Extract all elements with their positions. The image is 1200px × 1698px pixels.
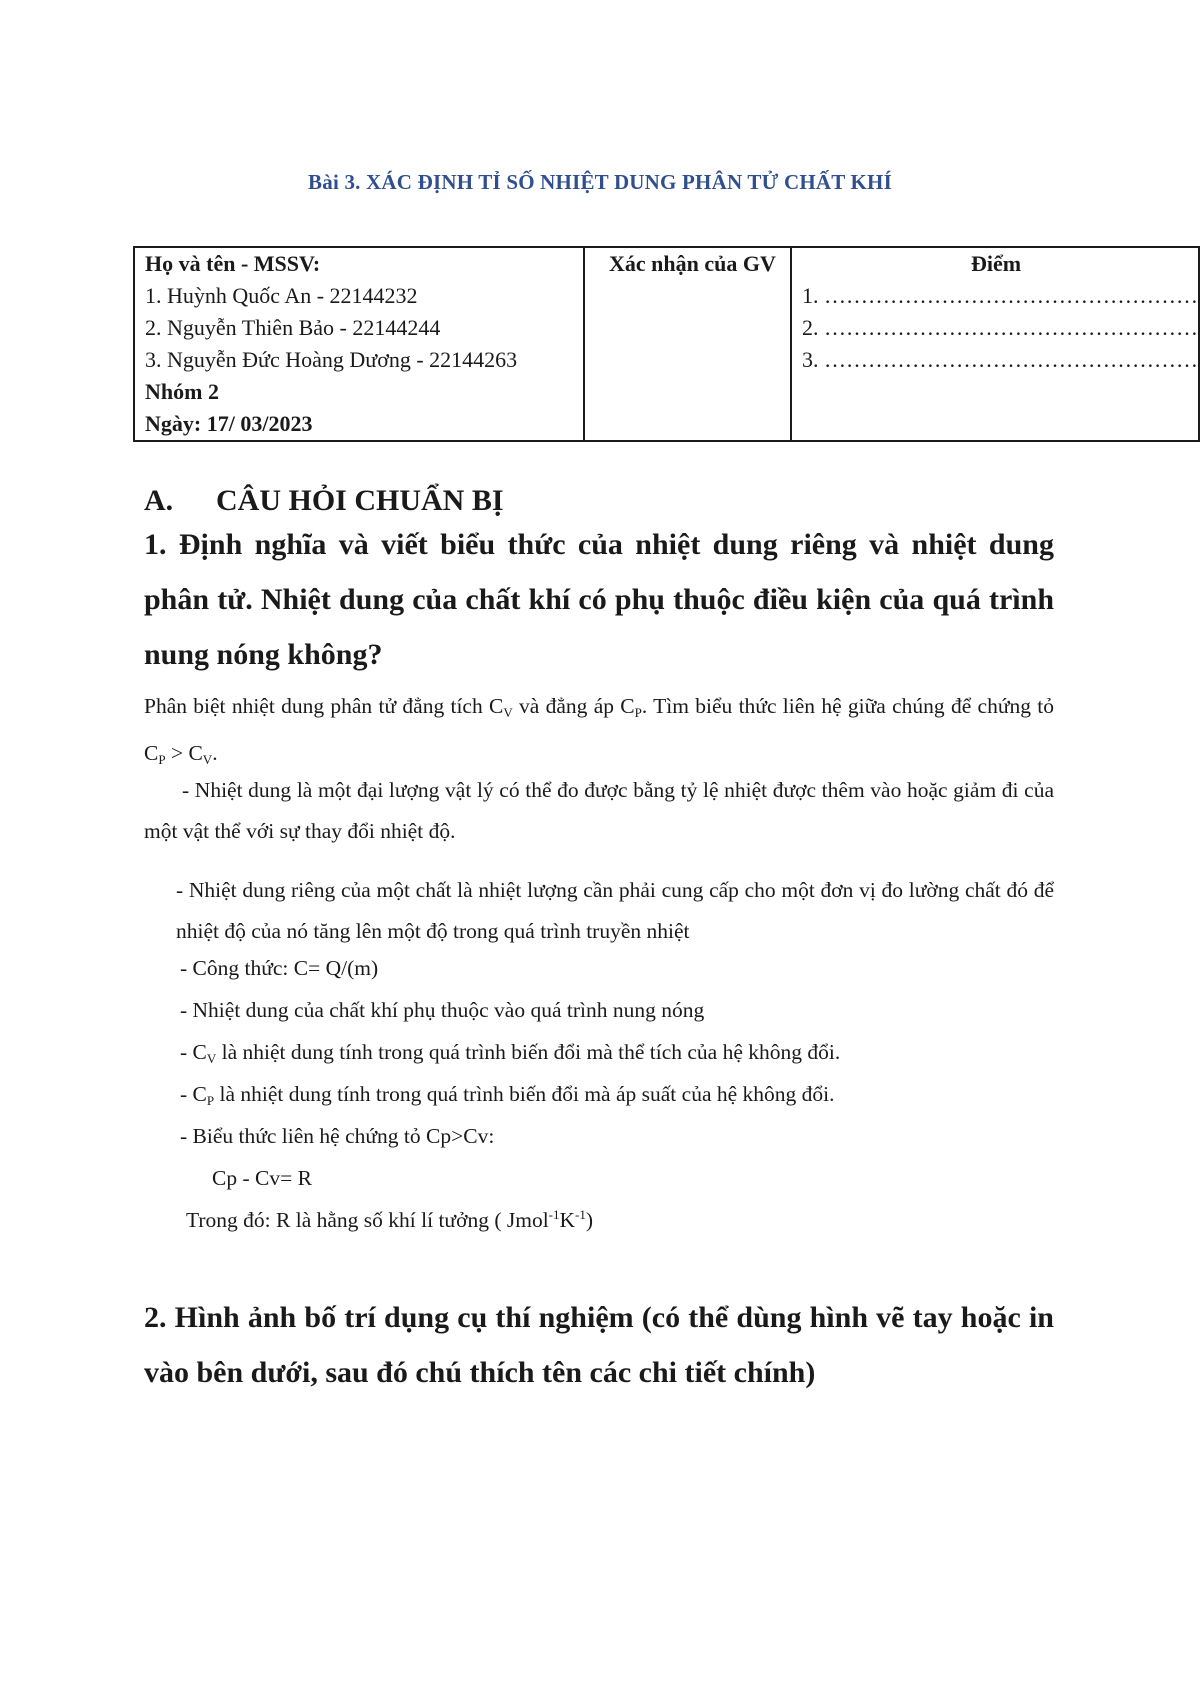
cp-line: - $C_P$ là nhiệt dung tính trong quá trình biến đổi mà áp suất của hệ không đổi. [180, 1082, 835, 1108]
score-cell [791, 247, 1199, 441]
heat-capacity-paragraph: - Nhiệt dung là một đại lượng vật lý có thể đo được bằng tỷ lệ nhiệt được thêm vào hoặc giảm đi của một vật thể với sự thay đổi nhiệt độ. [144, 778, 1054, 843]
relation-line: - Biểu thức liên hệ chứng tỏ Cp>Cv: [180, 1124, 495, 1148]
score-line: 1. …………………………………………… [801, 283, 1198, 308]
date-label: Ngày: 17/ 03/2023 [145, 411, 313, 436]
gv-header: Xác nhận của GV [608, 251, 776, 276]
score-line: 2. …………………………………………… [801, 315, 1198, 340]
section-a-number: A. [144, 484, 174, 517]
score-header: Điểm [970, 251, 1022, 276]
members-cell [134, 247, 584, 441]
formula-line: - Công thức: C= Q/(m) [180, 956, 379, 980]
lab-title: Bài 3. XÁC ĐỊNH TỈ SỐ NHIỆT DUNG PHÂN TỬ CHẤT KHÍ [308, 170, 892, 194]
equation-line: Cp - Cv= R [212, 1166, 312, 1190]
member-item: 3. Nguyễn Đức Hoàng Dương - 22144263 [145, 347, 518, 372]
section-a-heading [144, 484, 504, 518]
score-line: 3. …………………………………………… [801, 347, 1198, 372]
name-header: Họ và tên - MSSV: [145, 251, 321, 276]
question-2: 2. Hình ảnh bố trí dụng cụ thí nghiệm (có thể dùng hình vẽ tay hoặc in vào bên dưới, sau đó chú thích tên các chi tiết chính) [144, 1301, 1054, 1389]
member-item: 2. Nguyễn Thiên Bảo - 22144244 [145, 315, 441, 340]
question-1-subtext: Phân biệt nhiệt dung phân tử đẳng tích $C_V$ và đẳng áp $C_P$. Tìm biểu thức liên hệ giữa chúng để chứng tỏ $C_P > C_V$. [144, 694, 1054, 767]
where-line: Trong đó: R là hằng số khí lí tưởng ( $Jmol^{-1}K^{-1}$) [186, 1207, 594, 1232]
question-1: 1. Định nghĩa và viết biểu thức của nhiệt dung riêng và nhiệt dung phân tử. Nhiệt dung của chất khí có phụ thuộc điều kiện của quá trình nung nóng không? [144, 528, 1054, 671]
gv-cell [584, 247, 791, 441]
section-a-title: CÂU HỎI CHUẨN BỊ [216, 484, 504, 517]
member-item: 1. Huỳnh Quốc An - 22144232 [145, 283, 418, 308]
student-info-table [133, 246, 1200, 442]
specific-heat-paragraph: - Nhiệt dung riêng của một chất là nhiệt lượng cần phải cung cấp cho một đơn vị đo lường chất đó để nhiệt độ của nó tăng lên một độ trong quá trình truyền nhiệt [176, 878, 1054, 943]
cv-line: - $C_V$ là nhiệt dung tính trong quá trình biến đổi mà thể tích của hệ không đổi. [180, 1040, 841, 1066]
depends-line: - Nhiệt dung của chất khí phụ thuộc vào quá trình nung nóng [180, 998, 705, 1022]
group-label: Nhóm 2 [145, 379, 219, 404]
